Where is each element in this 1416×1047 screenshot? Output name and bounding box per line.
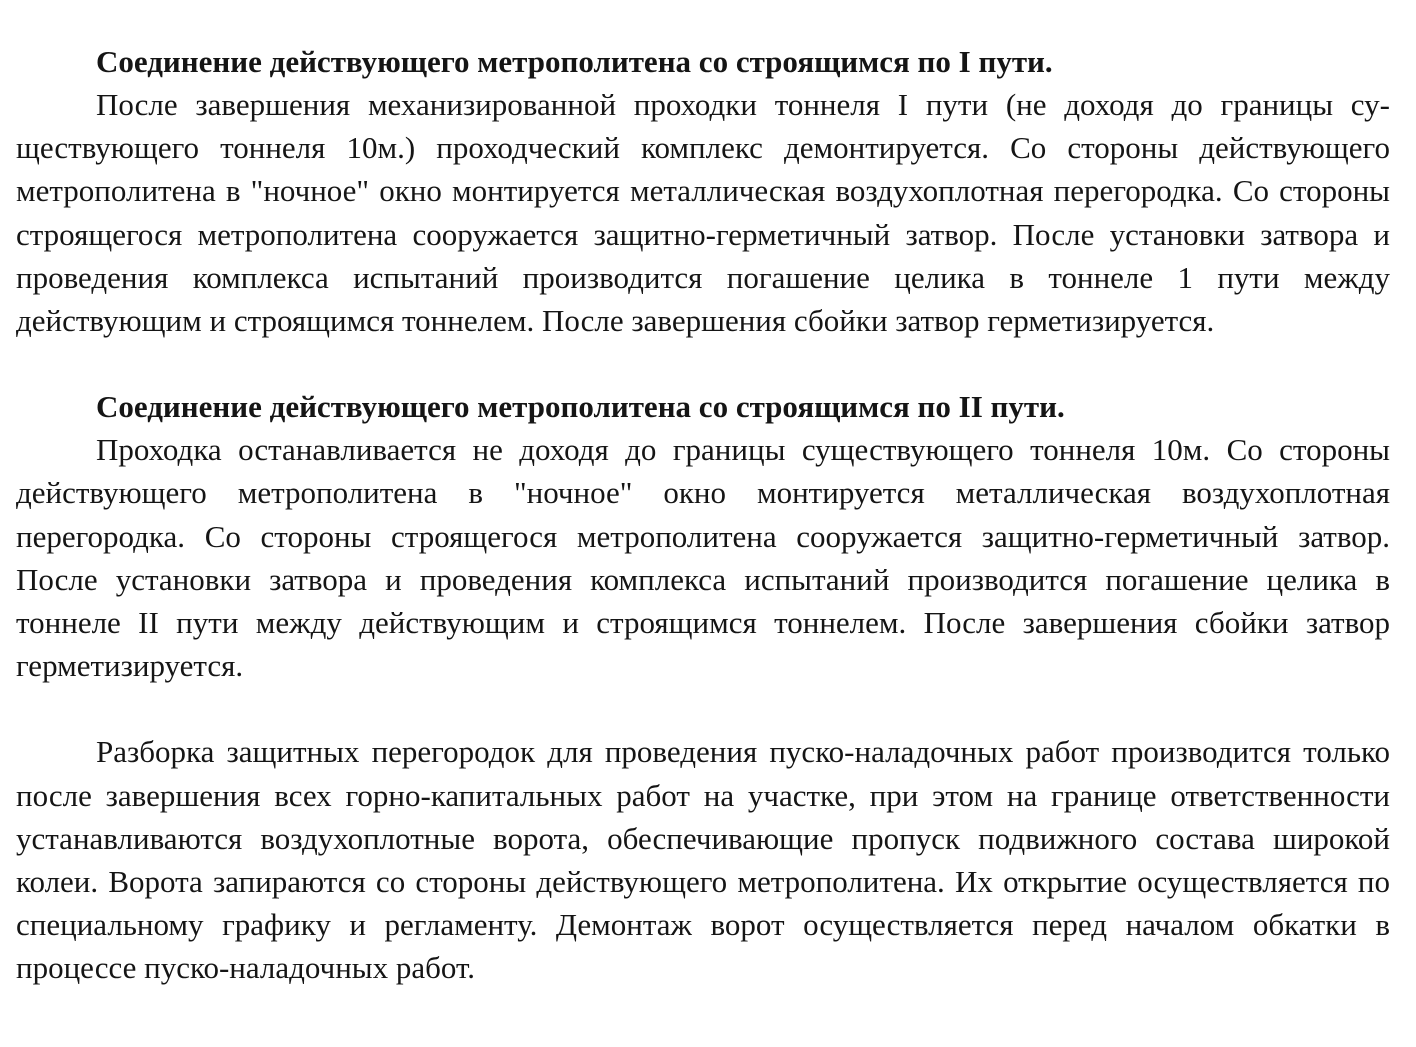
section-paragraph: Разборка защитных перегородок для проведения пуско-наладочных работ производится только после завершения всех горно-капитальных работ на участке, при этом на границе ответственности устанавливаются воздухоплотные ворота, обеспечивающие пропуск подвижного состава широкой колеи. Ворота запираются со стороны действующего метрополитена. Их открытие осуществляется по специальному графику и регламенту. Демонтаж ворот осуществляется перед началом обкатки в процессе пуско-наладочных работ.	[16, 734, 1390, 986]
section-paragraph: Проходка останавливается не доходя до границы существующего тоннеля 10м. Со стороны действующего метрополитена в "ночное" окно монтируется металлическая воздухоплотная перегородка. Со стороны строящегося метрополитена сооружается защитно-герметичный затвор. После установки затвора и проведения комплекса испытаний производится погашение целика в тоннеле II пути между действующим и строящимся тоннелем. После завершения сбойки затвор герметизируется.	[16, 432, 1390, 684]
section-dismantling	[16, 730, 1390, 989]
section-heading: Соединение действующего метрополитена со строящимся по I пути.	[96, 44, 1053, 79]
document-page	[16, 40, 1390, 990]
section-heading: Соединение действующего метрополитена со строящимся по II пути.	[96, 389, 1065, 425]
paragraph-spacer	[16, 687, 1390, 730]
section-paragraph: После завершения механизированной проходки тоннеля I пути (не доходя до границы существующего тоннеля 10м.) проходческий комплекс демонтируется. Со стороны действующего метрополитена в "ночное" окно монтируется металлическая воздухоплотная перегородка. Со стороны строящегося метрополитена сооружается защитно-герметичный затвор. После установки затвора и проведения комплекса испытаний производится погашение целика в тоннеле 1 пути между действующим и строящимся тоннелем. После завершения сбойки затвор герметизируется.	[16, 87, 1390, 339]
paragraph-spacer	[16, 342, 1390, 385]
section-track-1	[16, 40, 1390, 342]
section-track-2	[16, 385, 1390, 687]
